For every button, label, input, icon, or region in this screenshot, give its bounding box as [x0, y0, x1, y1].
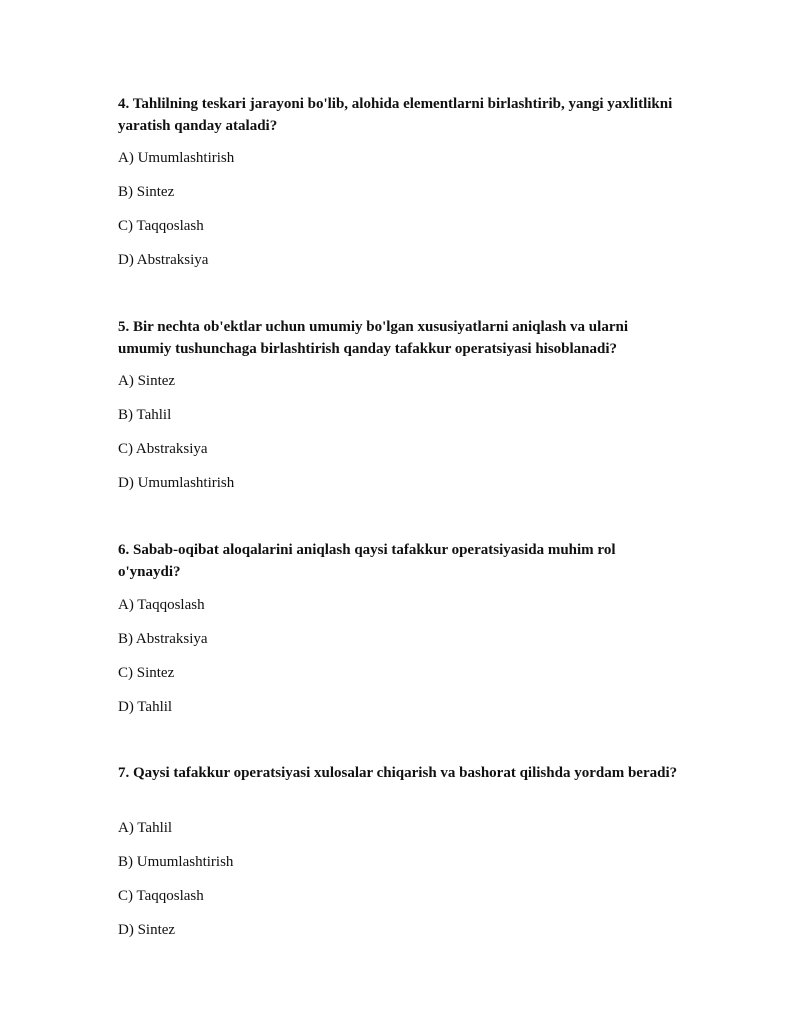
option-b: B) Sintez: [118, 184, 175, 200]
option-d: D) Tahlil: [118, 699, 173, 715]
option-a: A) Taqqoslash: [118, 597, 205, 613]
option-b: B) Tahlil: [118, 407, 172, 423]
question-text: 5. Bir nechta ob'ektlar uchun umumiy bo'lgan xususiyatlarni aniqlash va ularni umumiy tushunchaga birlashtirish qanday tafakkur operatsiyasi hisoblanadi?: [118, 319, 628, 357]
option-d: D) Abstraksiya: [118, 252, 209, 268]
option-a: A) Umumlashtirish: [118, 150, 235, 166]
option-c: C) Taqqoslash: [118, 888, 204, 904]
question-4: [118, 93, 678, 268]
option-c: C) Sintez: [118, 665, 175, 681]
question-7: [118, 762, 678, 938]
option-b: B) Umumlashtirish: [118, 854, 234, 870]
question-text: 6. Sabab-oqibat aloqalarini aniqlash qaysi tafakkur operatsiyasida muhim rol o'ynaydi?: [118, 542, 616, 580]
question-text: 4. Tahlilning teskari jarayoni bo'lib, alohida elementlarni birlashtirib, yangi yaxlitlikni yaratish qanday ataladi?: [118, 96, 673, 134]
option-d: D) Umumlashtirish: [118, 475, 235, 491]
option-b: B) Abstraksiya: [118, 631, 208, 647]
option-c: C) Taqqoslash: [118, 218, 204, 234]
question-5: [118, 316, 678, 491]
question-6: [118, 539, 678, 715]
option-c: C) Abstraksiya: [118, 441, 208, 457]
option-a: A) Sintez: [118, 373, 176, 389]
option-d: D) Sintez: [118, 922, 176, 938]
question-text: 7. Qaysi tafakkur operatsiyasi xulosalar chiqarish va bashorat qilishda yordam beradi?: [118, 765, 678, 781]
option-a: A) Tahlil: [118, 820, 173, 836]
